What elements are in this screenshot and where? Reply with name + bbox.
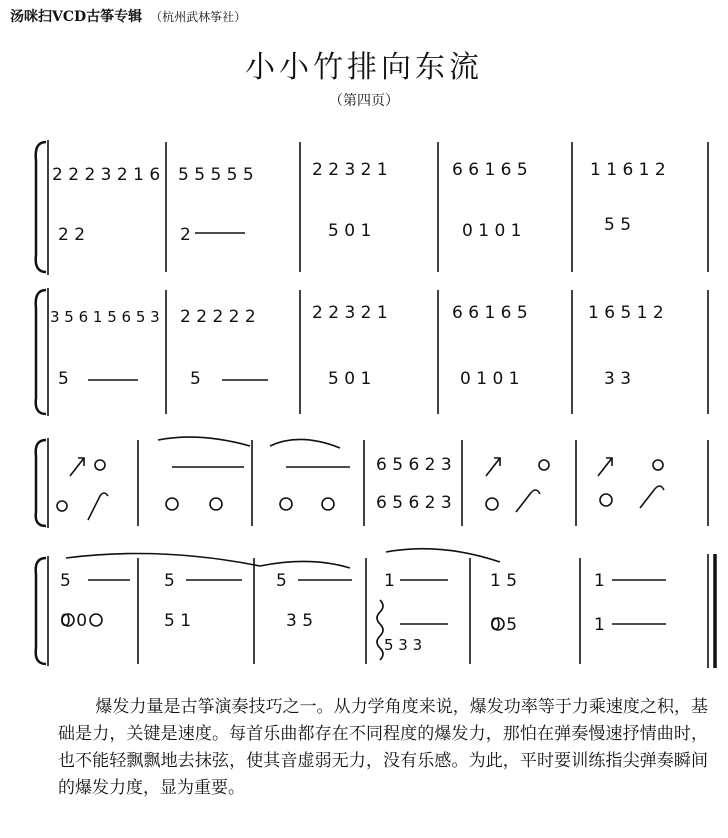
notes-r1m3-upper: 2 2 3 2 1 (312, 160, 388, 180)
notes-r1m2-lower: 2 (180, 225, 191, 245)
body-paragraph-text: 爆发力量是古筝演奏技巧之一。从力学角度来说，爆发功率等于力乘速度之积，基础是力，关键是速度。每首乐曲都存在不同程度的爆发力，那怕在弹奏慢速抒情曲时，也不能轻飘飘地去抹弦，使其音虚弱无力，没有乐感。为此，平时要训练指尖弹奏瞬间的爆发力度，显为重要。 (58, 697, 708, 798)
notes-r4m6-upper: 1 (594, 571, 605, 591)
notes-r4m2-upper: 5 (164, 571, 175, 591)
notes-r1m3-lower: 5 0 1 (328, 221, 372, 241)
notes-r1m2-upper: 5 5 5 5 5 (178, 165, 254, 185)
notes-r2m4-upper: 6 6 1 6 5 (452, 303, 528, 323)
notes-r2m4-lower: 0 1 0 1 (460, 369, 520, 389)
score-numbers (50, 160, 666, 654)
notes-r4m5-upper: 1 5 (490, 571, 518, 591)
notes-r2m3-lower: 5 0 1 (328, 369, 372, 389)
notes-r3m3-lower: 6 5 6 2 3 (376, 493, 452, 513)
page-title: 小小竹排向东流 (245, 50, 483, 85)
notes-r1m4-upper: 6 6 1 6 5 (452, 160, 528, 180)
notes-r4m2-lower: 5 1 (164, 611, 192, 631)
notes-r4m1-upper: 5 (60, 571, 71, 591)
notes-r2m2-upper: 2 2 2 2 2 (180, 307, 256, 327)
notes-r4m6-lower: 1 (594, 615, 605, 635)
series-title: 汤咪扫VCD古筝专辑 (10, 9, 143, 25)
notes-r3m3-upper: 6 5 6 2 3 (376, 455, 452, 475)
notes-r4m1-lower: 0 0 (60, 611, 88, 631)
score-row-4 (36, 549, 715, 668)
notes-r1m4-lower: 0 1 0 1 (462, 221, 522, 241)
notes-r2m5-lower: 3 3 (604, 369, 632, 389)
page-number-label: （第四页） (329, 93, 399, 109)
notes-r1m5-upper: 1 1 6 1 2 (590, 160, 666, 180)
notes-r1m5-lower: 5 5 (604, 215, 632, 235)
notes-r2m1-lower: 5 (58, 369, 69, 389)
notes-r2m1-upper: 3 5 6 1 5 6 5 3 (50, 308, 160, 326)
publisher-label: （杭州武林筝社） (150, 10, 247, 24)
body-paragraph (58, 694, 708, 802)
notes-r4m4-upper: 1 (384, 571, 395, 591)
notes-r2m5-upper: 1 6 5 1 2 (588, 303, 664, 323)
notes-r2m3-upper: 2 2 3 2 1 (312, 303, 388, 323)
notes-r1m1-lower: 2 2 (58, 225, 86, 245)
notes-r4m3-lower: 3 5 (286, 611, 314, 631)
notes-r4m3-upper: 5 (276, 571, 287, 591)
notes-r1m1-upper: 2 2 2 3 2 1 6 (52, 165, 161, 185)
score-row-3 (36, 437, 708, 528)
notes-r4m5-lower: 0 5 (490, 615, 518, 635)
notes-r2m2-lower: 5 (190, 369, 201, 389)
notes-r4m4-lower: 5 3 3 (384, 636, 423, 654)
